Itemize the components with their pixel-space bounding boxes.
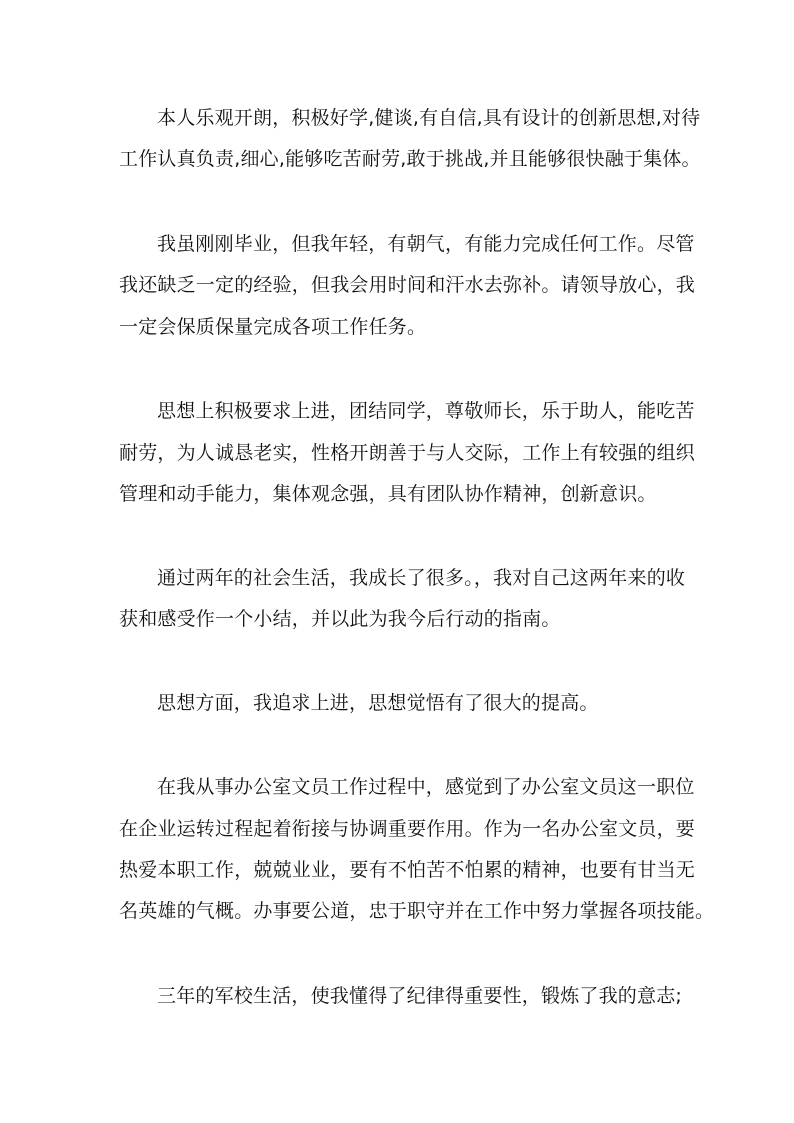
paragraph-4-line-1: 通过两年的社会生活，我成长了很多。，我对自己这两年来的收 [157, 567, 686, 589]
paragraph-1-line-2: 工作认真负责,细心,能够吃苦耐劳,敢于挑战,并且能够很快融于集体。 [119, 148, 701, 170]
paragraph-2-line-2: 我还缺乏一定的经验，但我会用时间和汗水去弥补。请领导放心，我 [119, 274, 696, 296]
paragraph-2-line-1: 我虽刚刚毕业，但我年轻，有朝气，有能力完成任何工作。尽管 [157, 233, 695, 255]
paragraph-2-line-3: 一定会保质保量完成各项工作任务。 [119, 316, 427, 338]
paragraph-5-line-1: 思想方面，我追求上进，思想觉悟有了很大的提高。 [157, 692, 599, 714]
paragraph-6-line-1: 在我从事办公室文员工作过程中，感觉到了办公室文员这一职位 [157, 776, 695, 798]
paragraph-6-line-4: 名英雄的气概。办事要公道，忠于职守并在工作中努力掌握各项技能。 [119, 900, 715, 922]
paragraph-7-line-1: 三年的军校生活，使我懂得了纪律得重要性，锻炼了我的意志; [157, 985, 683, 1007]
paragraph-6-line-3: 热爱本职工作，兢兢业业，要有不怕苦不怕累的精神，也要有甘当无 [119, 859, 696, 881]
paragraph-3-line-1: 思想上积极要求上进，团结同学，尊敬师长，乐于助人，能吃苦 [157, 400, 695, 422]
paragraph-4-line-2: 获和感受作一个小结，并以此为我今后行动的指南。 [119, 608, 561, 630]
paragraph-6-line-2: 在企业运转过程起着衔接与协调重要作用。作为一名办公室文员，要 [119, 818, 696, 840]
paragraph-3-line-3: 管理和动手能力，集体观念强，具有团队协作精神，创新意识。 [119, 483, 657, 505]
paragraph-3-line-2: 耐劳，为人诚恳老实，性格开朗善于与人交际，工作上有较强的组织 [119, 442, 696, 464]
paragraph-1-line-1: 本人乐观开朗，积极好学,健谈,有自信,具有设计的创新思想,对待 [157, 107, 701, 129]
